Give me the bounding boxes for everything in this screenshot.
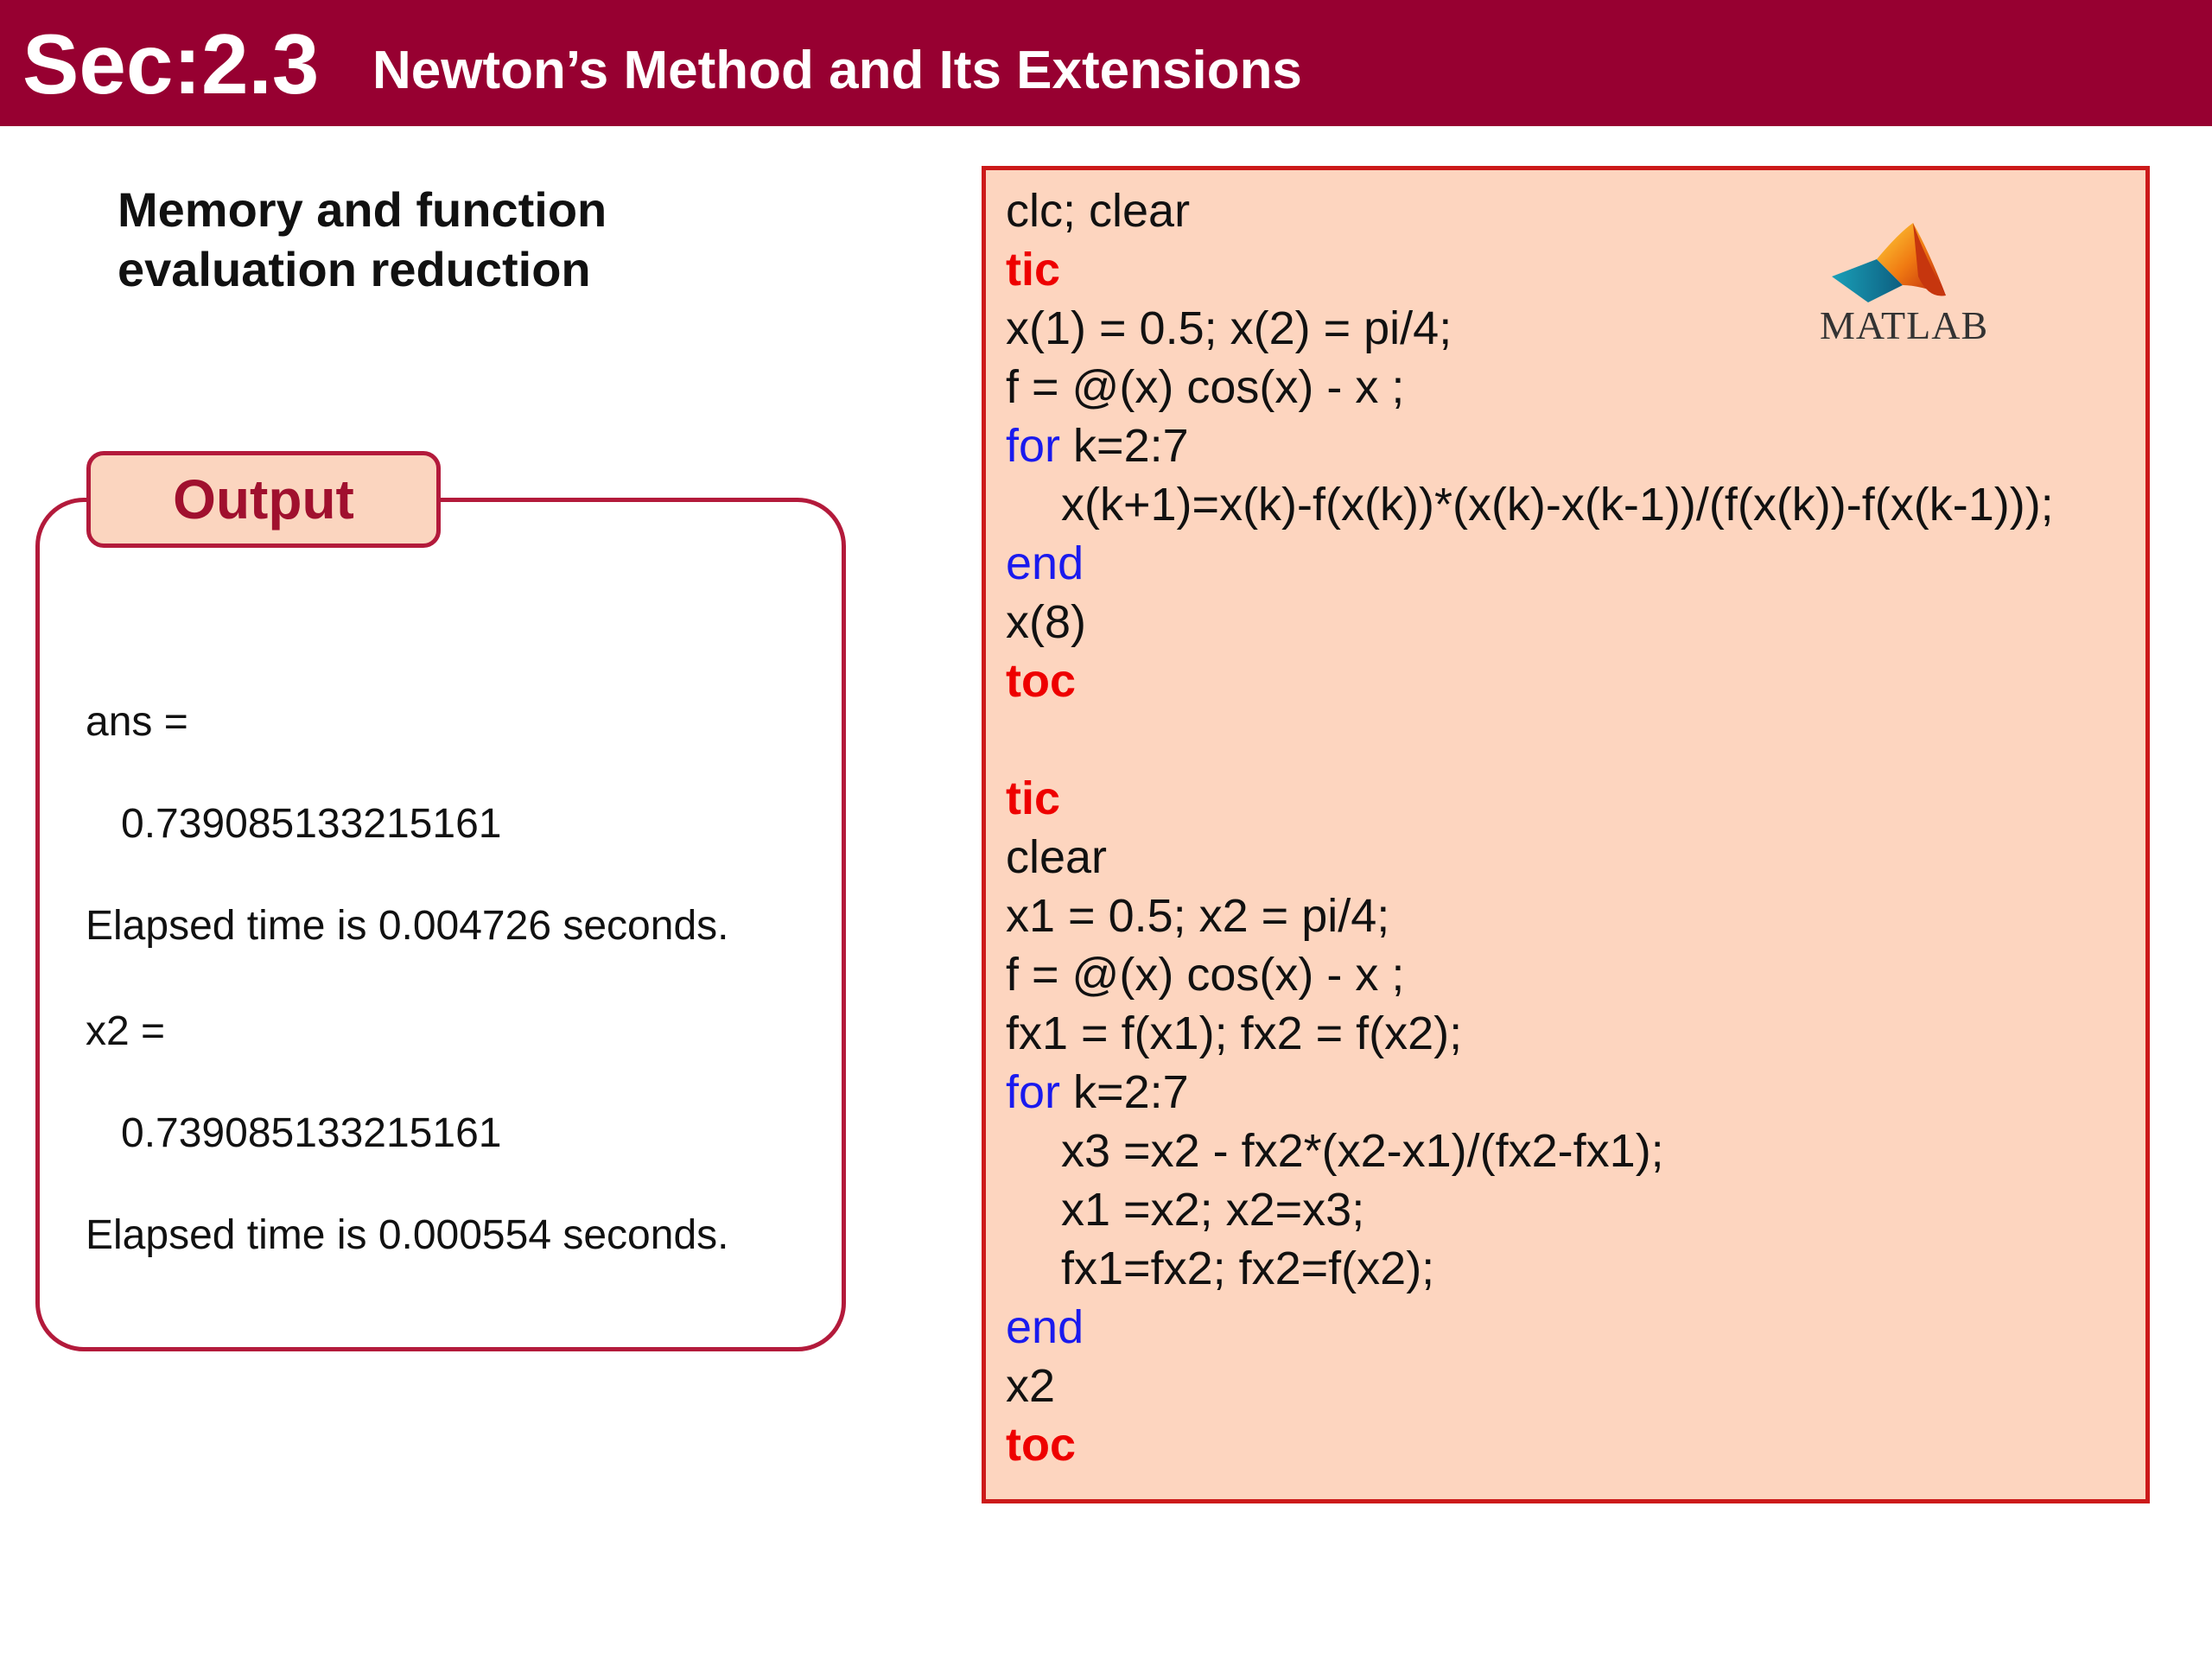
code-keyword-toc: toc xyxy=(1006,655,1076,707)
code-line: clc; clear xyxy=(1006,185,1191,237)
code-keyword-for: for xyxy=(1006,1066,1061,1118)
output-line-x2: x2 = xyxy=(86,1008,166,1054)
code-keyword-end: end xyxy=(1006,1301,1084,1353)
code-line: x(1) = 0.5; x(2) = pi/4; xyxy=(1006,302,1452,354)
code-line: x1 =x2; x2=x3; xyxy=(1061,1184,1365,1236)
code-line: clear xyxy=(1006,831,1108,883)
section-number: Sec:2.3 xyxy=(22,16,320,111)
code-line-for xyxy=(1006,416,1189,475)
code-line: x(8) xyxy=(1006,596,1086,648)
code-for-range: k=2:7 xyxy=(1060,1066,1189,1118)
code-keyword-tic: tic xyxy=(1006,772,1061,824)
code-line: x3 =x2 - fx2*(x2-x1)/(fx2-fx1); xyxy=(1061,1125,1664,1177)
code-line: f = @(x) cos(x) - x ; xyxy=(1006,949,1405,1001)
subtitle-line-2: evaluation reduction xyxy=(118,242,591,296)
code-line: x(k+1)=x(k)-f(x(k))*(x(k)-x(k-1))/(f(x(k))-f(x(k-1))); xyxy=(1061,479,2054,531)
output-tab-label: Output xyxy=(86,451,441,548)
output-line-ans: ans = xyxy=(86,699,188,745)
subtitle-line-1: Memory and function xyxy=(118,182,607,237)
code-line: fx1 = f(x1); fx2 = f(x2); xyxy=(1006,1007,1463,1059)
matlab-logo-text: MATLAB xyxy=(1820,303,1989,347)
slide-subtitle xyxy=(118,180,607,299)
section-title: Newton’s Method and Its Extensions xyxy=(372,41,1302,100)
code-keyword-tic: tic xyxy=(1006,244,1061,296)
code-line-for xyxy=(1006,1063,1189,1122)
code-for-range: k=2:7 xyxy=(1060,420,1189,472)
code-line: x1 = 0.5; x2 = pi/4; xyxy=(1006,890,1390,942)
code-line: fx1=fx2; fx2=f(x2); xyxy=(1061,1243,1435,1294)
code-line: x2 xyxy=(1006,1360,1056,1412)
code-line: f = @(x) cos(x) - x ; xyxy=(1006,361,1405,413)
output-line-elapsed-1: Elapsed time is 0.004726 seconds. xyxy=(86,903,729,949)
output-line-x2-value: 0.739085133215161 xyxy=(121,1110,502,1156)
code-keyword-toc: toc xyxy=(1006,1419,1076,1471)
header-bar xyxy=(0,0,2212,126)
code-keyword-end: end xyxy=(1006,537,1084,589)
output-line-ans-value: 0.739085133215161 xyxy=(121,801,502,847)
output-line-elapsed-2: Elapsed time is 0.000554 seconds. xyxy=(86,1212,729,1258)
code-keyword-for: for xyxy=(1006,420,1061,472)
